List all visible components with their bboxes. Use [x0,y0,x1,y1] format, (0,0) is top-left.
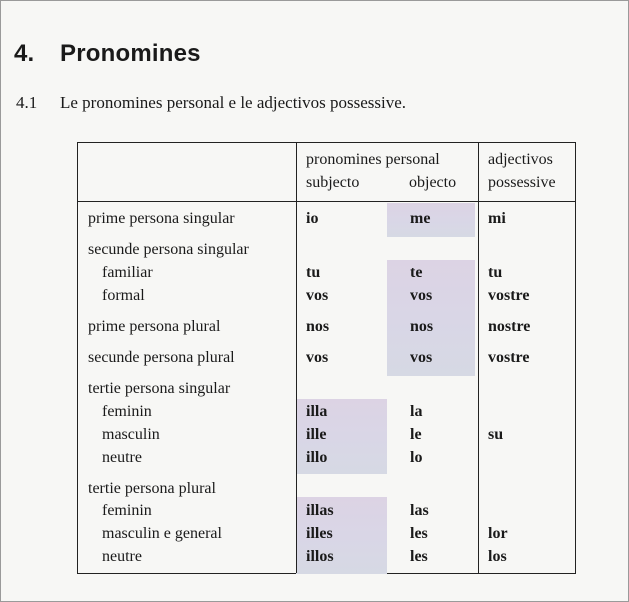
cell-object: le [410,426,422,443]
cell-subject: vos [306,349,329,366]
cell-object: te [410,264,423,281]
section-number: 4.1 [16,93,38,112]
section-heading [16,93,406,113]
row-label: secunde persona plural [88,349,235,366]
cell-object: vos [410,349,433,366]
cell-possessive: los [488,548,507,565]
row-label: feminin [102,502,152,519]
cell-possessive: vostre [488,287,530,304]
header-pronomines-personal: pronomines personal [306,151,440,168]
row-label: prime persona plural [88,318,221,335]
cell-possessive: vostre [488,349,530,366]
cell-possessive: mi [488,210,506,227]
header-divider [78,201,575,202]
cell-possessive: su [488,426,504,443]
row-label: formal [102,287,145,304]
row-label: feminin [102,403,152,420]
cell-subject: illes [306,525,333,542]
section-title: Le pronomines personal e le adjectivos possessive. [60,93,407,112]
cell-subject: vos [306,287,329,304]
cell-object: les [410,525,428,542]
shade-object-1 [387,203,475,237]
cell-subject: illos [306,548,334,565]
cell-possessive: tu [488,264,503,281]
row-label: tertie persona plural [88,480,216,497]
pronoun-table [77,142,576,574]
cell-subject: illas [306,502,334,519]
header-possessive: possessive [488,174,556,191]
cell-object: me [410,210,431,227]
header-subjecto: subjecto [306,174,360,191]
cell-subject: illa [306,403,328,420]
column-divider [478,143,479,573]
cell-subject: tu [306,264,321,281]
row-label: neutre [102,449,142,466]
cell-object: lo [410,449,423,466]
cell-object: vos [410,287,433,304]
row-label: familiar [102,264,153,281]
cell-possessive: nostre [488,318,531,335]
chapter-title: Pronomines [60,40,201,67]
row-label: neutre [102,548,142,565]
row-label: secunde persona singular [88,241,249,258]
column-divider [296,143,297,573]
header-objecto: objecto [409,174,457,191]
chapter-number: 4. [14,40,35,67]
cell-subject: io [306,210,319,227]
row-label: tertie persona singular [88,380,231,397]
row-label: masculin e general [102,525,222,542]
cell-object: les [410,548,428,565]
cell-object: las [410,502,429,519]
row-label: masculin [102,426,160,443]
cell-subject: illo [306,449,328,466]
cell-subject: nos [306,318,330,335]
chapter-heading [14,40,201,68]
cell-subject: ille [306,426,327,443]
row-label: prime persona singular [88,210,235,227]
header-adjectivos: adjectivos [488,151,553,168]
cell-object: nos [410,318,434,335]
cell-object: la [410,403,423,420]
cell-possessive: lor [488,525,508,542]
